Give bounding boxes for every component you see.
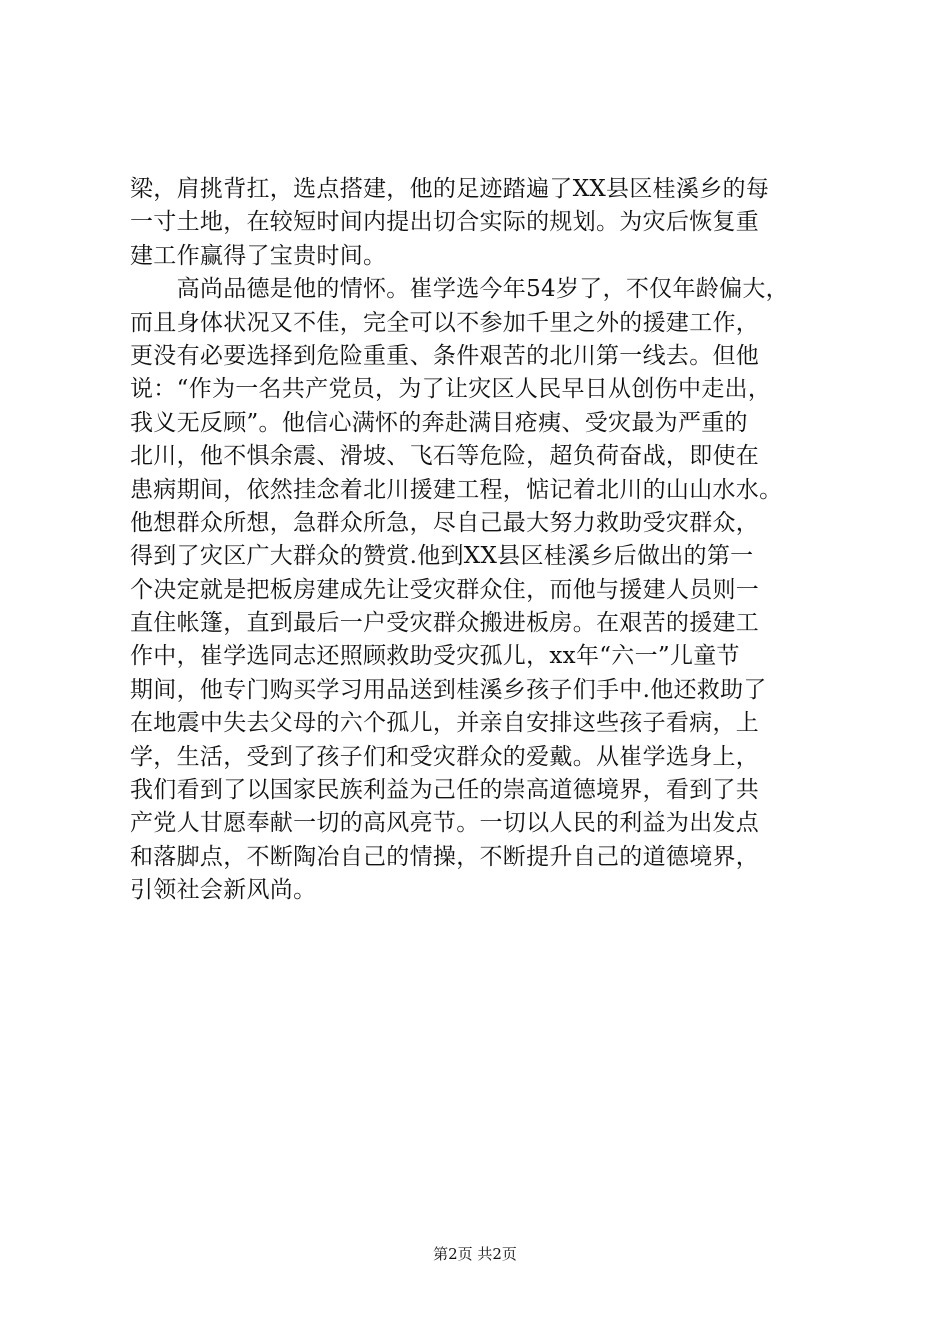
page-footer xyxy=(0,1244,950,1264)
text-line: 而且身体状况又不佳，完全可以不参加千里之外的援建工作， xyxy=(130,309,760,336)
text-line: 在地震中失去父母的六个孤儿，并亲自安排这些孩子看病，上 xyxy=(130,710,760,737)
text-line: 和落脚点，不断陶冶自己的情操，不断提升自己的道德境界， xyxy=(130,843,760,870)
text-line: 个决定就是把板房建成先让受灾群众住，而他与援建人员则一 xyxy=(130,576,760,603)
text-line: 说：“作为一名共产党员，为了让灾区人民早日从创伤中走出， xyxy=(130,376,772,403)
text-line: 得到了灾区广大群众的赞赏.他到XX县区桂溪乡后做出的第一 xyxy=(130,543,754,570)
text-line: 期间，他专门购买学习用品送到桂溪乡孩子们手中.他还救助了 xyxy=(130,676,767,703)
body-text xyxy=(130,173,830,908)
text-line: 作中，崔学选同志还照顾救助受灾孤儿，xx年“六一”儿童节 xyxy=(130,643,740,670)
text-line: 更没有必要选择到危险重重、条件艰苦的北川第一线去。但他 xyxy=(130,342,760,369)
text-line: 建工作赢得了宝贵时间。 xyxy=(130,242,387,269)
text-line: 梁，肩挑背扛，选点搭建，他的足迹踏遍了XX县区桂溪乡的每 xyxy=(130,176,770,202)
text-line: 他想群众所想，急群众所急，尽自己最大努力救助受灾群众， xyxy=(130,509,760,536)
text-line: 学，生活，受到了孩子们和受灾群众的爱戴。从崔学选身上， xyxy=(130,743,760,770)
text-line: 我们看到了以国家民族利益为己任的崇高道德境界，看到了共 xyxy=(130,777,760,804)
text-line: 我义无反顾”。他信心满怀的奔赴满目疮痍、受灾最为严重的 xyxy=(130,409,748,436)
text-line: 北川，他不惧余震、滑坡、飞石等危险，超负荷奋战，即使在 xyxy=(130,443,760,470)
text-line: 直住帐篷，直到最后一户受灾群众搬进板房。在艰苦的援建工 xyxy=(130,610,760,637)
text-line: 患病期间，依然挂念着北川援建工程，惦记着北川的山山水水。 xyxy=(130,476,783,503)
text-line: 产党人甘愿奉献一切的高风亮节。一切以人民的利益为出发点 xyxy=(130,810,760,837)
page-number-label: 第2页 共2页 xyxy=(433,1245,517,1263)
text-line: 引领社会新风尚。 xyxy=(130,877,317,904)
text-line: 高尚品德是他的情怀。崔学选今年54岁了，不仅年龄偏大， xyxy=(130,276,789,303)
text-line: 一寸土地，在较短时间内提出切合实际的规划。为灾后恢复重 xyxy=(130,209,760,236)
